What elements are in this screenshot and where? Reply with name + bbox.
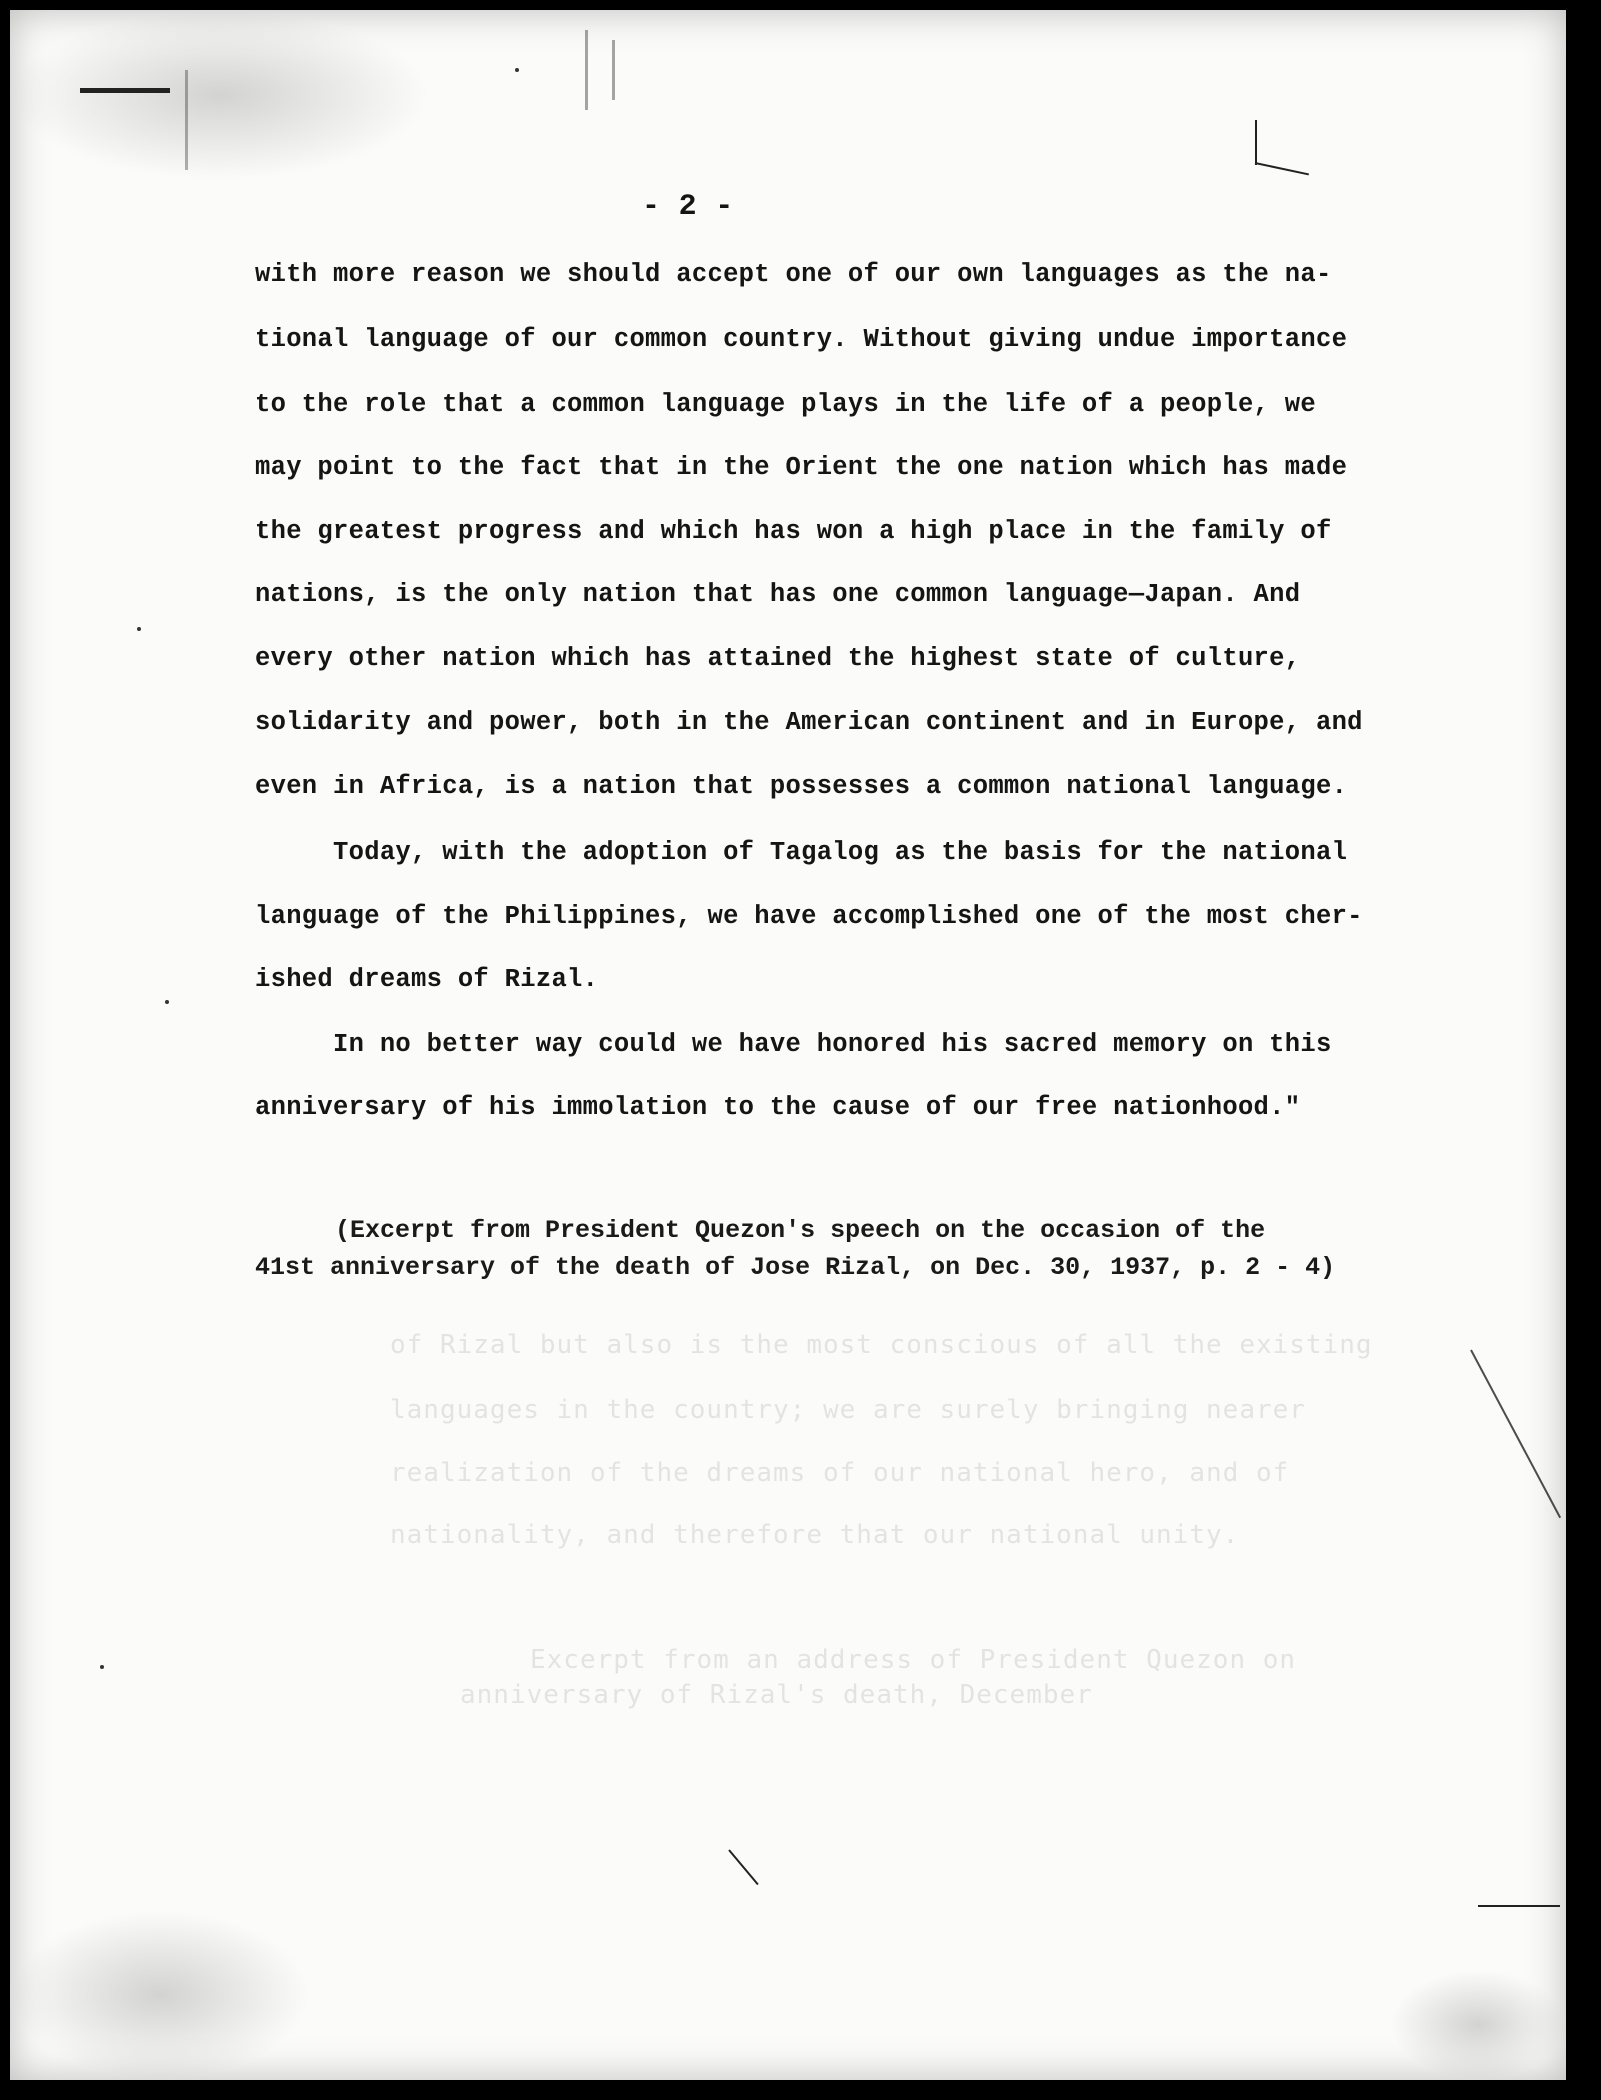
bleed-through-line: anniversary of Rizal's death, December — [460, 1680, 1093, 1710]
scan-speck — [515, 68, 519, 72]
bottom-left-smudge — [10, 1910, 310, 2080]
citation-line: (Excerpt from President Quezon's speech on the occasion of the — [335, 1216, 1266, 1245]
bottom-right-smudge — [1390, 1970, 1566, 2080]
body-line: with more reason we should accept one of our own languages as the na- — [255, 260, 1332, 289]
scan-mark-bottom-center — [728, 1849, 758, 1885]
scan-mark-top-right-2 — [1255, 162, 1309, 175]
citation-line: 41st anniversary of the death of Jose Rizal, on Dec. 30, 1937, p. 2 - 4) — [255, 1253, 1336, 1282]
scan-mark-top-center-2 — [612, 40, 615, 100]
body-line: In no better way could we have honored his sacred memory on this — [255, 1030, 1332, 1059]
body-line: even in Africa, is a nation that possesses a common national language. — [255, 772, 1348, 801]
body-line: Today, with the adoption of Tagalog as the basis for the national — [255, 838, 1348, 867]
bleed-through-line: Excerpt from an address of President Quezon on — [530, 1645, 1297, 1675]
scan-mark-top-right — [1255, 120, 1257, 165]
scan-speck — [100, 1665, 104, 1669]
body-line: anniversary of his immolation to the cause of our free nationhood." — [255, 1093, 1301, 1122]
scan-speck — [137, 627, 141, 631]
bleed-through-line: nationality, and therefore that our national unity. — [390, 1520, 1240, 1550]
body-line: every other nation which has attained the highest state of culture, — [255, 644, 1301, 673]
bleed-through-line: realization of the dreams of our national hero, and of — [390, 1458, 1290, 1488]
body-line: language of the Philippines, we have accomplished one of the most cher- — [255, 902, 1363, 931]
scan-mark-top-left — [80, 88, 170, 93]
scan-mark-right-edge — [1470, 1350, 1561, 1519]
body-line: the greatest progress and which has won a high place in the family of — [255, 517, 1332, 546]
top-left-smudge — [10, 10, 430, 180]
scan-mark-bottom-right — [1478, 1905, 1560, 1907]
document-paper — [10, 10, 1566, 2080]
body-line: tional language of our common country. Without giving undue importance — [255, 325, 1348, 354]
body-line: nations, is the only nation that has one common language—Japan. And — [255, 580, 1301, 609]
bleed-through-line: languages in the country; we are surely bringing nearer — [390, 1395, 1306, 1425]
body-line: solidarity and power, both in the American continent and in Europe, and — [255, 708, 1363, 737]
page-number: - 2 - — [642, 190, 734, 224]
body-line: may point to the fact that in the Orient the one nation which has made — [255, 453, 1348, 482]
scan-mark-top-left-2 — [185, 70, 188, 170]
scan-mark-top-center — [585, 30, 588, 110]
scan-speck — [165, 1000, 169, 1004]
body-line: to the role that a common language plays in the life of a people, we — [255, 390, 1316, 419]
bleed-through-line: of Rizal but also is the most conscious of all the existing — [390, 1330, 1373, 1360]
body-line: ished dreams of Rizal. — [255, 965, 599, 994]
